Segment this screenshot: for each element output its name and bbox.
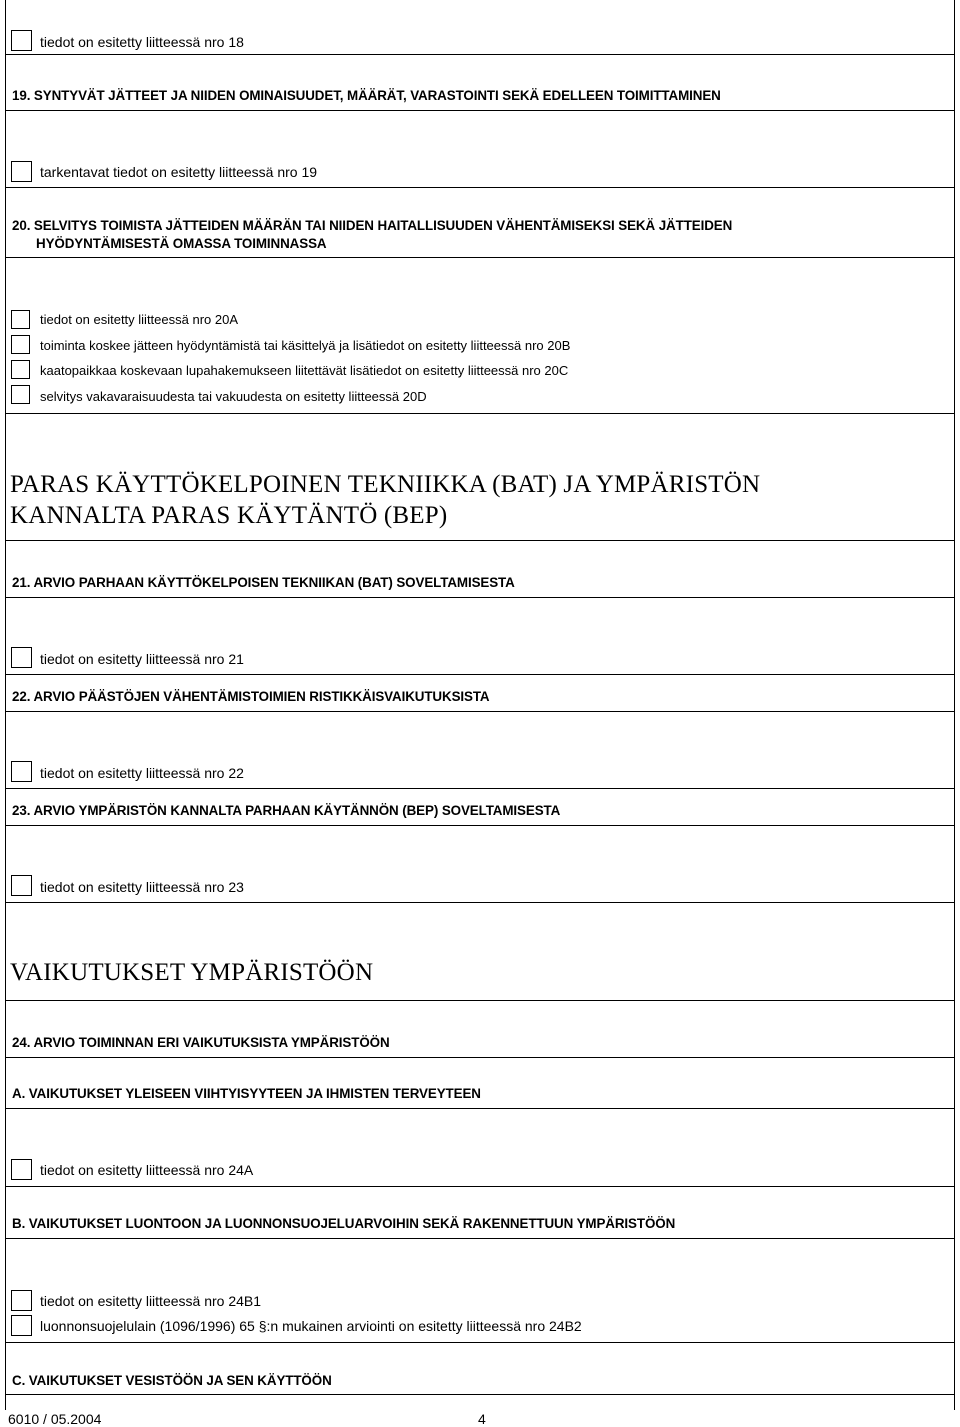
- section-24-heading: 24. ARVIO TOIMINNAN ERI VAIKUTUKSISTA YMPÄRISTÖÖN: [12, 1035, 390, 1050]
- bat-title-line2: KANNALTA PARAS KÄYTÄNTÖ (BEP): [10, 502, 448, 529]
- checkbox-liite-20a[interactable]: [11, 310, 30, 329]
- checkbox-liite-24a[interactable]: [11, 1159, 32, 1180]
- checkbox-liite-24b2[interactable]: [11, 1315, 32, 1336]
- divider: [5, 257, 955, 258]
- section-22-heading: 22. ARVIO PÄÄSTÖJEN VÄHENTÄMISTOIMIEN RISTIKKÄISVAIKUTUKSISTA: [12, 689, 490, 704]
- divider: [5, 54, 955, 55]
- divider: [5, 1238, 955, 1239]
- section-a-heading: A. VAIKUTUKSET YLEISEEN VIIHTYISYYTEEN JA IHMISTEN TERVEYTEEN: [12, 1086, 481, 1101]
- divider: [5, 902, 955, 903]
- impacts-title: VAIKUTUKSET YMPÄRISTÖÖN: [10, 959, 374, 986]
- item-liite-21-label: tiedot on esitetty liitteessä nro 21: [40, 651, 244, 667]
- divider: [5, 187, 955, 188]
- divider: [5, 1342, 955, 1343]
- item-liite-23-label: tiedot on esitetty liitteessä nro 23: [40, 879, 244, 895]
- section-23-heading: 23. ARVIO YMPÄRISTÖN KANNALTA PARHAAN KÄYTÄNNÖN (BEP) SOVELTAMISESTA: [12, 803, 561, 818]
- checkbox-liite-23[interactable]: [11, 875, 32, 896]
- item-liite-20b-label: toiminta koskee jätteen hyödyntämistä tai käsittelyä ja lisätiedot on esitetty liitteessä nro 20B: [40, 338, 571, 353]
- checkbox-liite-24b1[interactable]: [11, 1290, 32, 1311]
- item-liite-24a-label: tiedot on esitetty liitteessä nro 24A: [40, 1162, 254, 1178]
- divider: [5, 674, 955, 675]
- divider: [5, 110, 955, 111]
- checkbox-liite-20b[interactable]: [11, 335, 30, 354]
- section-20-heading-line2: HYÖDYNTÄMISESTÄ OMASSA TOIMINNASSA: [36, 236, 327, 251]
- section-19-heading: 19. SYNTYVÄT JÄTTEET JA NIIDEN OMINAISUUDET, MÄÄRÄT, VARASTOINTI SEKÄ EDELLEEN TOIMITTAMINEN: [12, 88, 721, 103]
- item-liite-20a-label: tiedot on esitetty liitteessä nro 20A: [40, 312, 239, 327]
- checkbox-liite-19[interactable]: [11, 161, 32, 182]
- divider: [5, 825, 955, 826]
- item-liite-20c-label: kaatopaikkaa koskevaan lupahakemukseen liitettävät lisätiedot on esitetty liitteessä nro 20C: [40, 363, 569, 378]
- item-liite-24b2-label: luonnonsuojelulain (1096/1996) 65 §:n mukainen arviointi on esitetty liitteessä nro 24B2: [40, 1318, 582, 1334]
- item-liite-20d-label: selvitys vakavaraisuudesta tai vakuudesta on esitetty liitteessä 20D: [40, 389, 427, 404]
- section-21-heading: 21. ARVIO PARHAAN KÄYTTÖKELPOISEN TEKNIIKAN (BAT) SOVELTAMISESTA: [12, 575, 515, 590]
- section-b-heading: B. VAIKUTUKSET LUONTOON JA LUONNONSUOJELUARVOIHIN SEKÄ RAKENNETTUUN YMPÄRISTÖÖN: [12, 1216, 676, 1231]
- section-20-heading-line1: 20. SELVITYS TOIMISTA JÄTTEIDEN MÄÄRÄN TAI NIIDEN HAITALLISUUDEN VÄHENTÄMISEKSI SEKÄ JÄTTEIDEN: [12, 218, 733, 233]
- section-c-heading: C. VAIKUTUKSET VESISTÖÖN JA SEN KÄYTTÖÖN: [12, 1373, 332, 1388]
- footer-page-number: 4: [478, 1411, 486, 1427]
- divider: [5, 1394, 955, 1395]
- divider: [5, 1057, 955, 1058]
- checkbox-liite-21[interactable]: [11, 647, 32, 668]
- frame-left-line: [5, 0, 6, 1410]
- divider: [5, 1000, 955, 1001]
- divider: [5, 413, 955, 414]
- divider: [5, 1186, 955, 1187]
- bat-title-line1: PARAS KÄYTTÖKELPOINEN TEKNIIKKA (BAT) JA YMPÄRISTÖN: [10, 471, 761, 498]
- item-liite-18-label: tiedot on esitetty liitteessä nro 18: [40, 34, 244, 50]
- checkbox-liite-18[interactable]: [11, 30, 32, 51]
- item-liite-22-label: tiedot on esitetty liitteessä nro 22: [40, 765, 244, 781]
- footer-form-code: 6010 / 05.2004: [8, 1411, 102, 1427]
- checkbox-liite-20d[interactable]: [11, 385, 30, 404]
- checkbox-liite-22[interactable]: [11, 761, 32, 782]
- divider: [5, 1108, 955, 1109]
- item-liite-19-label: tarkentavat tiedot on esitetty liitteessä nro 19: [40, 164, 318, 180]
- divider: [5, 597, 955, 598]
- checkbox-liite-20c[interactable]: [11, 360, 30, 379]
- divider: [5, 540, 955, 541]
- item-liite-24b1-label: tiedot on esitetty liitteessä nro 24B1: [40, 1293, 262, 1309]
- divider: [5, 788, 955, 789]
- divider: [5, 711, 955, 712]
- frame-right-line: [954, 0, 955, 1410]
